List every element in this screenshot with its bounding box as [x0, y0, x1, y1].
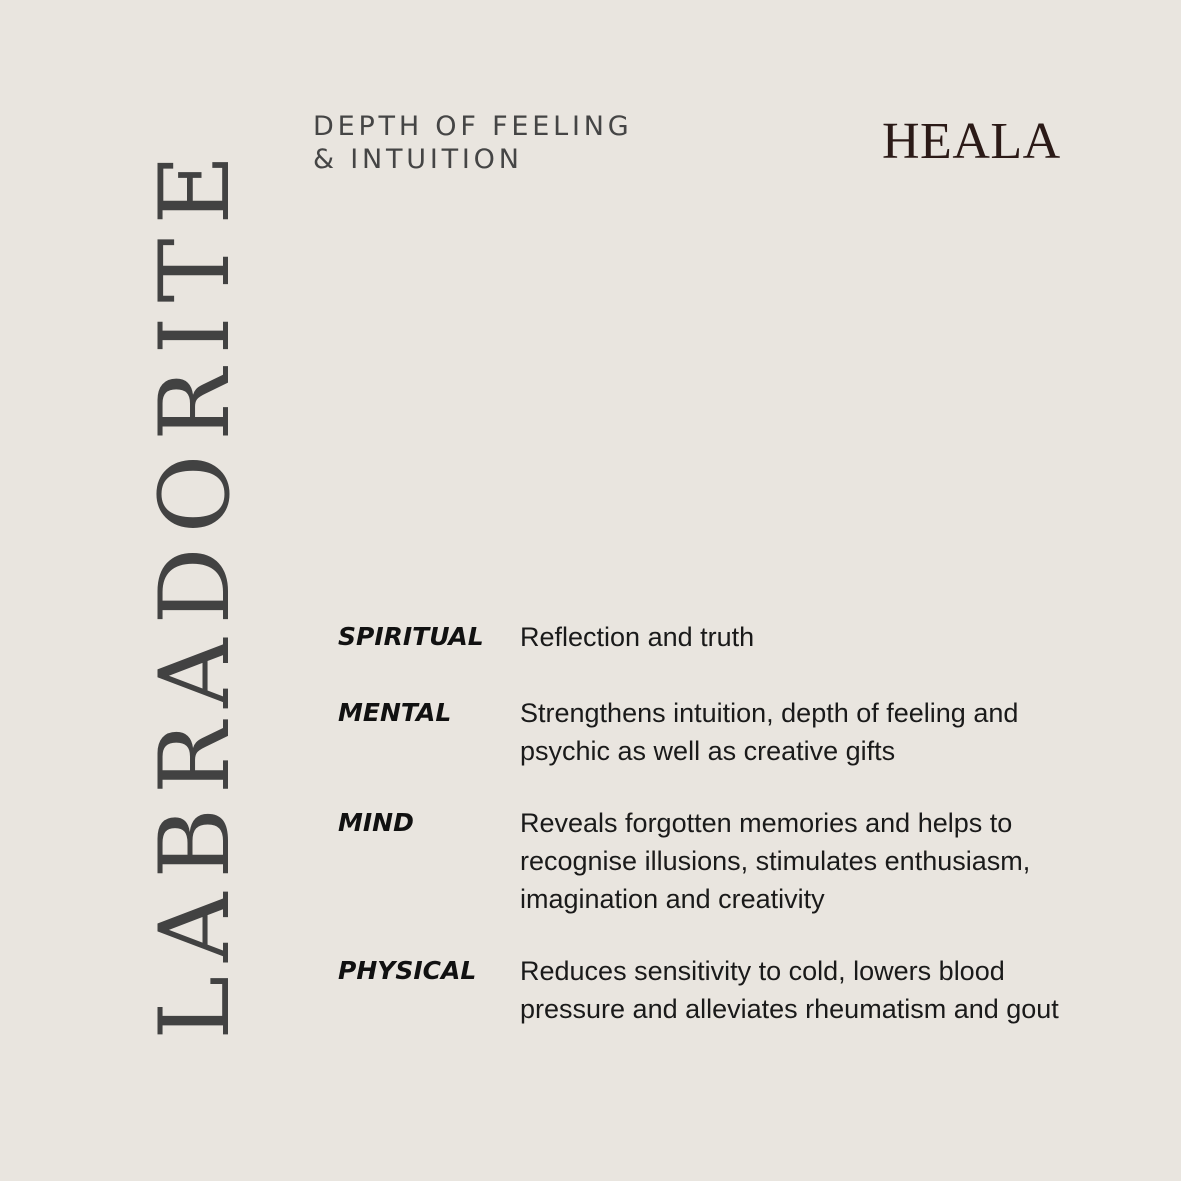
subtitle-line-2: & INTUITION — [313, 144, 523, 175]
property-row-spiritual — [338, 618, 1078, 656]
property-label: MENTAL — [338, 698, 452, 727]
property-label: MIND — [338, 808, 414, 837]
property-row-mental — [338, 694, 1078, 770]
property-description: Strengthens intuition, depth of feeling and psychic as well as creative gifts — [520, 698, 1019, 766]
property-description: Reflection and truth — [520, 622, 755, 652]
property-label: SPIRITUAL — [338, 622, 484, 651]
heala-logo: HEALA — [882, 113, 1061, 170]
subtitle — [313, 110, 632, 176]
subtitle-line-1: DEPTH OF FEELING — [313, 111, 633, 142]
property-description: Reduces sensitivity to cold, lowers blood pressure and alleviates rheumatism and gout — [520, 956, 1059, 1024]
property-label: PHYSICAL — [338, 956, 477, 985]
property-row-physical — [338, 952, 1078, 1028]
property-description: Reveals forgotten memories and helps to recognise illusions, stimulates enthusiasm, imagination and creativity — [520, 808, 1031, 914]
properties-list — [338, 618, 1078, 1028]
property-row-mind — [338, 804, 1078, 918]
vertical-title: LABRADORITE — [139, 140, 251, 1040]
